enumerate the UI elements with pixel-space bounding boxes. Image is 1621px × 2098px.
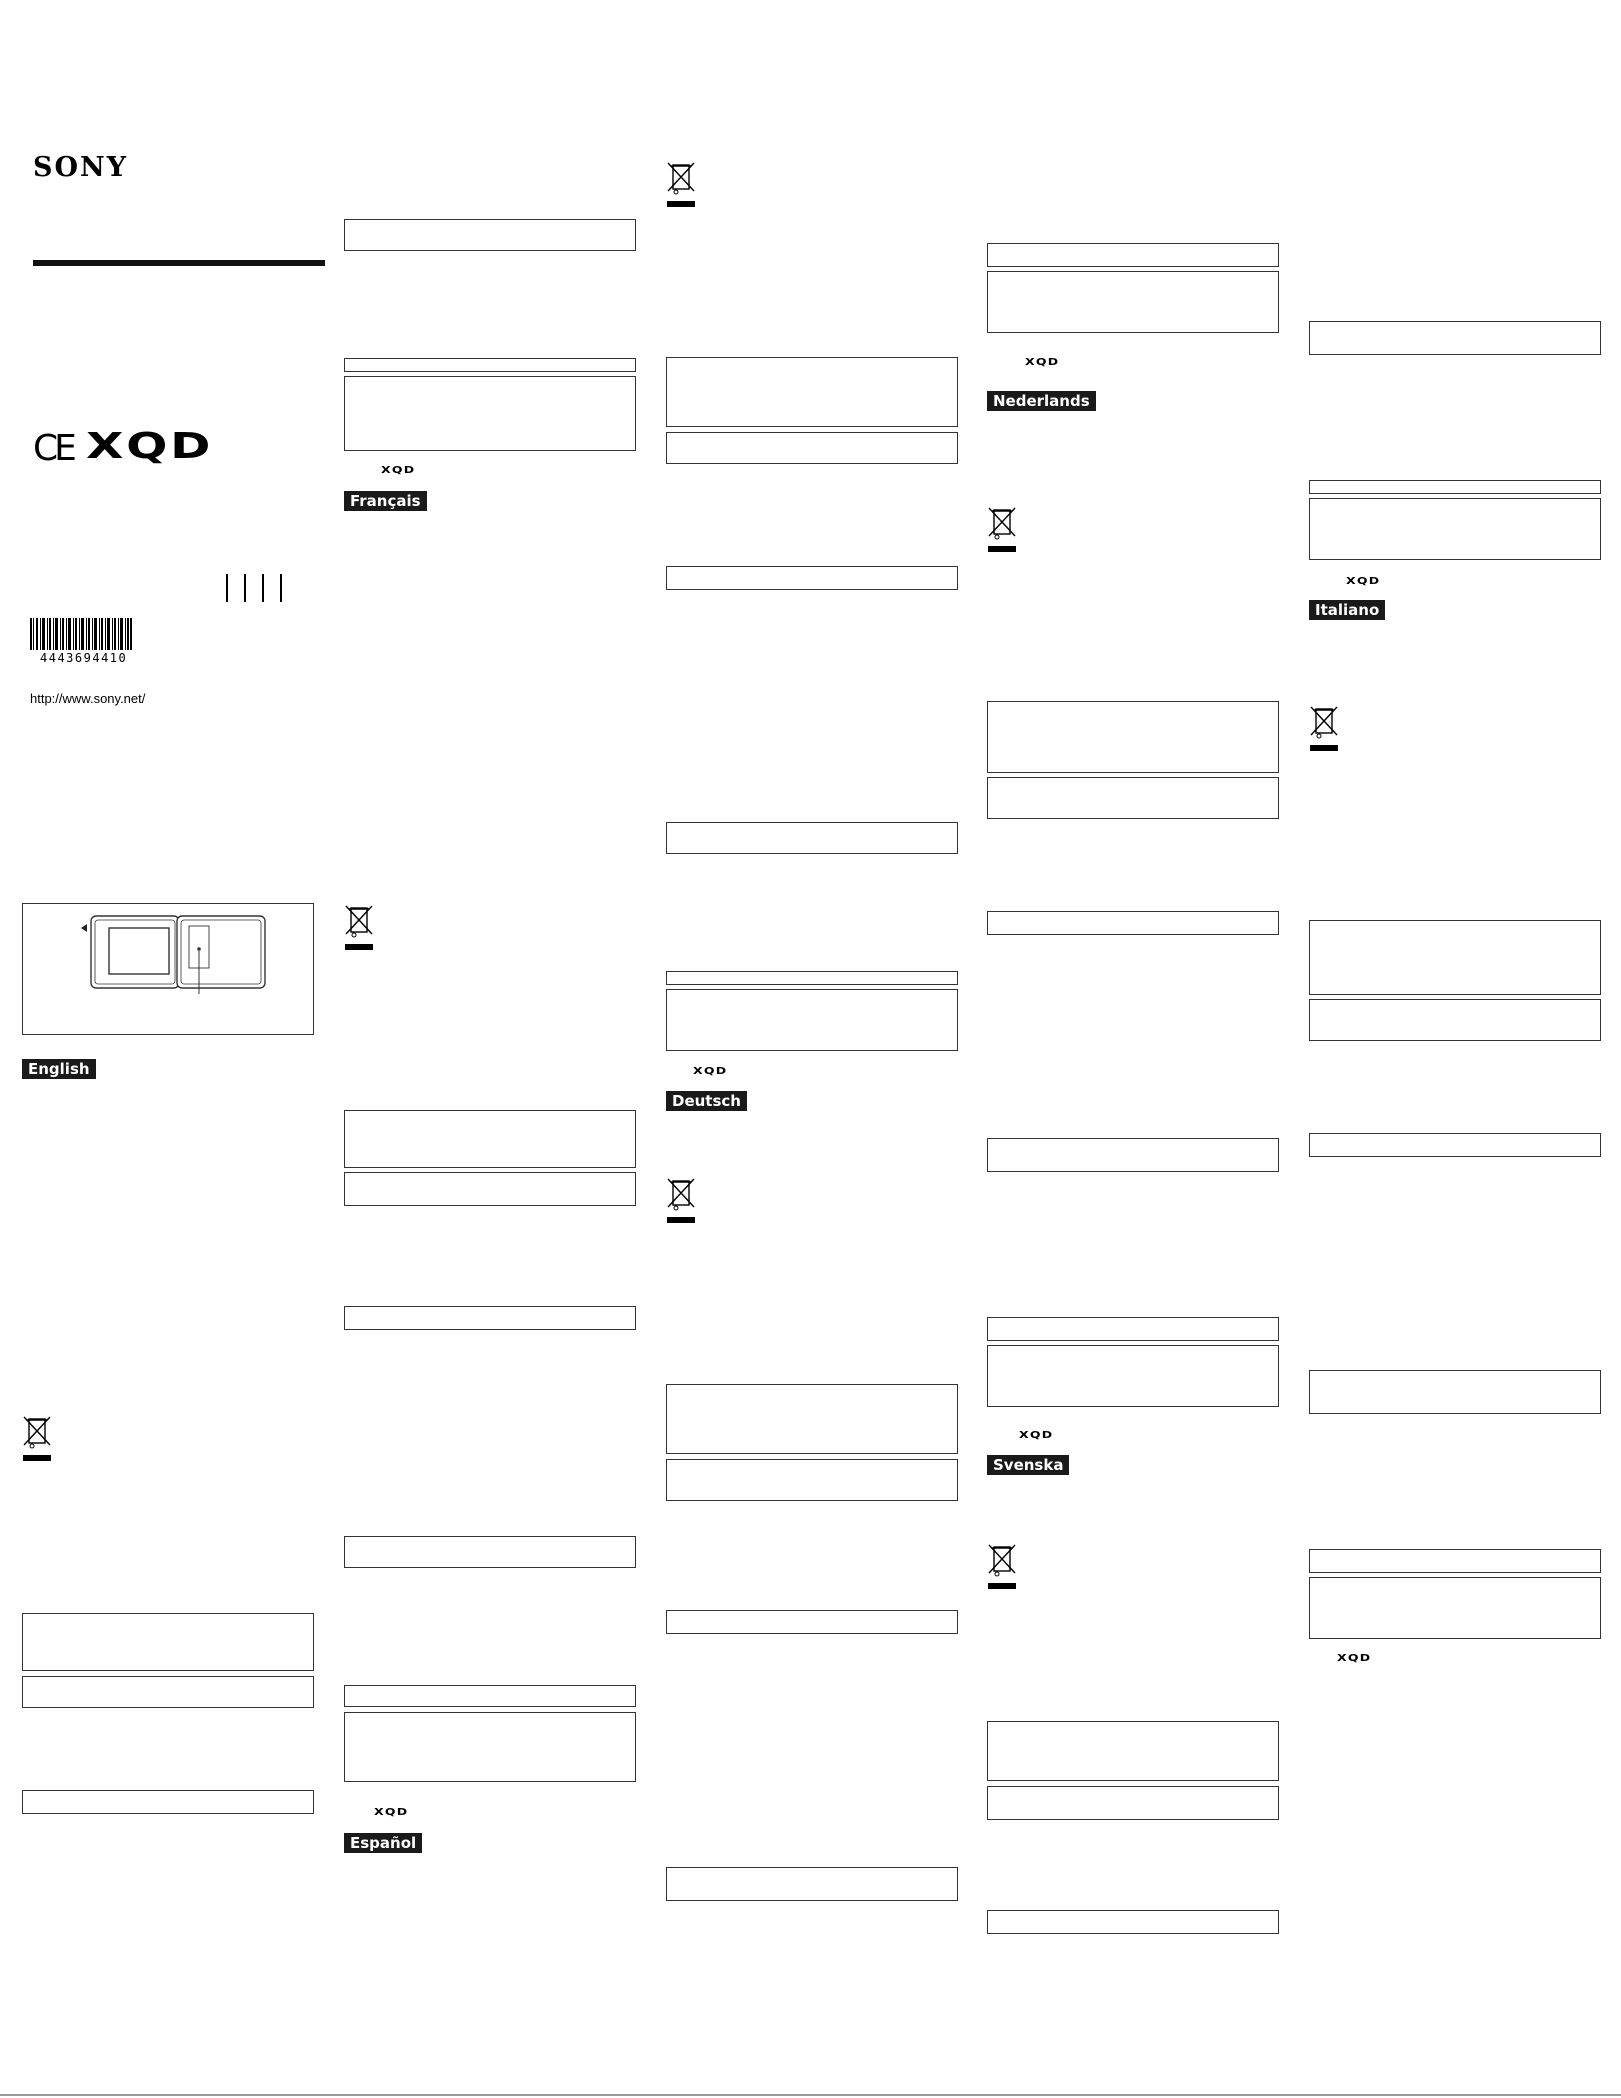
weee-crossed-bin-icon	[22, 1415, 52, 1463]
section-label-italian: Italiano	[1309, 600, 1385, 620]
notice-box	[344, 1306, 636, 1330]
notice-box	[344, 1110, 636, 1168]
notice-box	[987, 1345, 1279, 1407]
title-rule	[33, 260, 325, 266]
section-label-english: English	[22, 1059, 96, 1079]
notice-box	[344, 1536, 636, 1568]
notice-box	[344, 219, 636, 251]
notice-box	[344, 376, 636, 451]
notice-box	[1309, 1370, 1601, 1414]
xqd-small-logo: XQD	[1019, 1430, 1054, 1441]
notice-box	[987, 1786, 1279, 1820]
notice-box	[987, 271, 1279, 333]
notice-box	[1309, 480, 1601, 494]
notice-box	[666, 1384, 958, 1454]
notice-box	[344, 358, 636, 372]
xqd-small-logo: XQD	[1025, 357, 1060, 368]
notice-box	[22, 1790, 314, 1814]
notice-box	[1309, 920, 1601, 995]
weee-crossed-bin-icon	[987, 506, 1017, 554]
weee-crossed-bin-icon	[1309, 705, 1339, 753]
section-label-swedish: Svenska	[987, 1455, 1069, 1475]
weee-crossed-bin-icon	[666, 161, 696, 209]
section-label-french: Français	[344, 491, 427, 511]
xqd-small-logo: XQD	[374, 1807, 409, 1818]
notice-box	[1309, 1577, 1601, 1639]
website-link[interactable]: http://www.sony.net/	[30, 691, 146, 706]
notice-box	[666, 432, 958, 464]
memory-card-diagram	[23, 904, 311, 1032]
notice-box	[987, 1138, 1279, 1172]
weee-crossed-bin-icon	[344, 904, 374, 952]
weee-crossed-bin-icon	[666, 1177, 696, 1225]
notice-box	[666, 1459, 958, 1501]
xqd-small-logo: XQD	[693, 1066, 728, 1077]
notice-box	[344, 1172, 636, 1206]
barcode-icon	[30, 618, 132, 650]
notice-box	[666, 971, 958, 985]
section-label-spanish: Español	[344, 1833, 422, 1853]
weee-crossed-bin-icon	[987, 1543, 1017, 1591]
notice-box	[987, 911, 1279, 935]
notice-box	[1309, 321, 1601, 355]
notice-box	[22, 1676, 314, 1708]
notice-box	[1309, 1133, 1601, 1157]
section-label-german: Deutsch	[666, 1091, 747, 1111]
notice-box	[987, 1317, 1279, 1341]
notice-box	[344, 1685, 636, 1707]
notice-box	[344, 1712, 636, 1782]
notice-box	[666, 566, 958, 590]
notice-box	[987, 701, 1279, 773]
notice-box	[666, 989, 958, 1051]
notice-box	[22, 1613, 314, 1671]
notice-box	[987, 243, 1279, 267]
notice-box	[987, 1910, 1279, 1934]
revision-marks	[226, 574, 282, 602]
card-illustration	[22, 903, 314, 1035]
xqd-small-logo: XQD	[381, 465, 416, 476]
xqd-small-logo: XQD	[1346, 576, 1381, 587]
notice-box	[666, 822, 958, 854]
notice-box	[1309, 498, 1601, 560]
section-label-dutch: Nederlands	[987, 391, 1096, 411]
barcode-number: 4443694410	[40, 651, 128, 665]
notice-box	[1309, 1549, 1601, 1573]
page-bottom-edge	[0, 2094, 1621, 2096]
xqd-small-logo: XQD	[1337, 1653, 1372, 1664]
ce-mark-icon: CE	[33, 428, 73, 469]
sony-logo: SONY	[33, 152, 128, 183]
notice-box	[666, 1610, 958, 1634]
notice-box	[987, 1721, 1279, 1781]
notice-box	[1309, 999, 1601, 1041]
notice-box	[987, 777, 1279, 819]
notice-box	[666, 357, 958, 427]
xqd-logo: XQD	[86, 426, 214, 467]
notice-box	[666, 1867, 958, 1901]
